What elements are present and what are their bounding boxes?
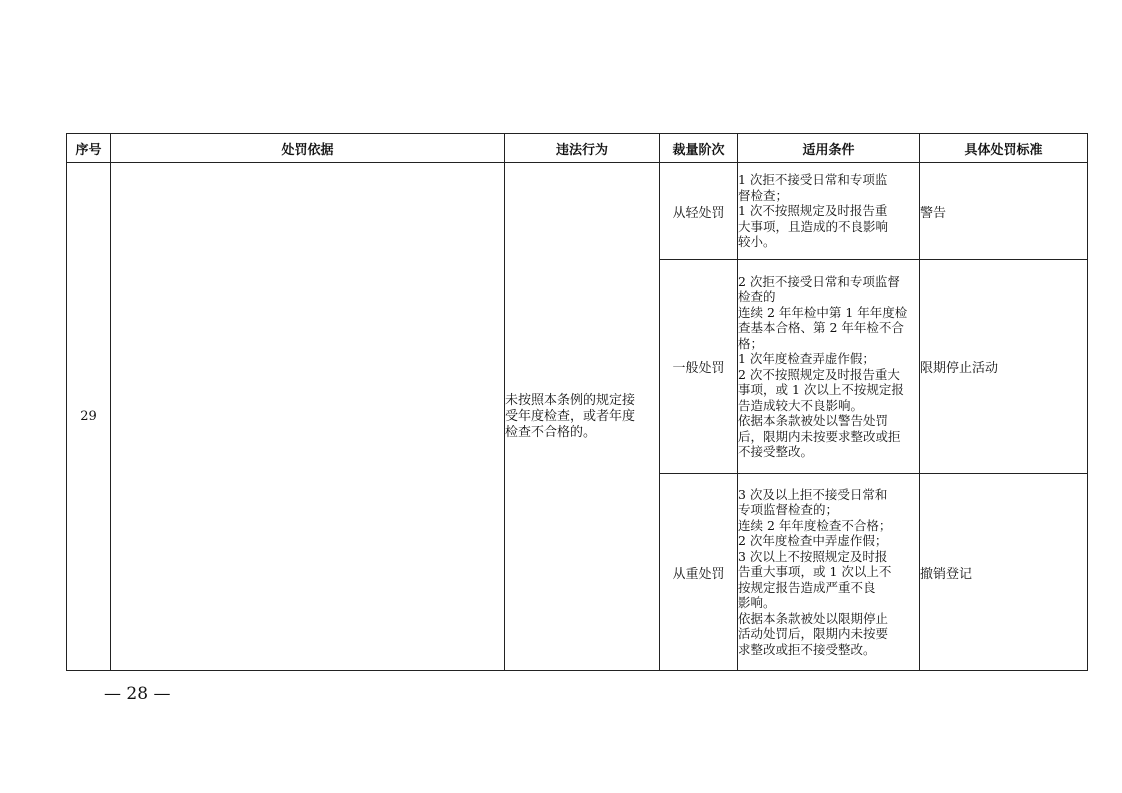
condition-line: 事项，或 1 次以上不按规定报 [738,382,904,397]
seq-cell: 29 [67,163,111,671]
condition-line: 较小。 [738,234,776,250]
condition-line: 求整改或拒不接受整改。 [738,641,876,657]
table-row [67,163,1088,260]
condition-line: 1 次拒不接受日常和专项监 [738,172,888,188]
page-number: — 28 — [104,684,171,704]
header-level: 裁量阶次 [660,134,738,163]
basis-cell [111,163,505,671]
condition-line: 查基本合格、第 2 年年检不合 [738,320,904,335]
level-cell-heavy: 从重处罚 [660,474,738,671]
header-basis: 处罚依据 [111,134,505,163]
condition-line: 大事项，且造成的不良影响 [738,218,889,234]
condition-line: 3 次以上不按照规定及时报 [738,548,888,564]
condition-line: 告造成较大不良影响。 [738,397,864,413]
condition-line: 依据本条款被处以警告处罚 [738,413,889,428]
level-cell-general: 一般处罚 [660,260,738,474]
standard-cell-light: 警告 [920,163,1088,260]
condition-line: 格； [738,335,764,351]
condition-line: 2 次年度检查中弄虚作假； [738,533,888,549]
standard-cell-general: 限期停止活动 [920,260,1088,474]
act-line: 检查不合格的。 [505,424,597,440]
act-line: 未按照本条例的规定接 [505,392,636,408]
condition-line: 1 次年度检查弄虚作假； [738,351,875,366]
header-condition: 适用条件 [738,134,920,163]
header-seq: 序号 [67,134,111,163]
condition-line: 3 次及以上拒不接受日常和 [738,486,888,502]
condition-line: 连续 2 年年度检查不合格； [738,517,892,533]
penalty-standard-table [66,133,1088,671]
condition-cell-general [738,260,920,474]
condition-line: 连续 2 年年检中第 1 年年度检 [738,304,908,320]
condition-line: 依据本条款被处以限期停止 [738,610,889,626]
condition-line: 1 次不按照规定及时报告重 [738,203,888,219]
condition-cell-light [738,163,920,260]
header-act: 违法行为 [505,134,660,163]
condition-line: 专项监督检查的； [738,502,839,518]
condition-line: 督检查； [738,187,789,203]
condition-line: 不接受整改。 [738,444,814,459]
header-standard: 具体处罚标准 [920,134,1088,163]
condition-line: 影响。 [738,595,776,611]
condition-line: 2 次不按照规定及时报告重大 [738,366,900,382]
condition-line: 检查的 [738,289,776,304]
condition-line: 按规定报告造成严重不良 [738,579,876,595]
condition-line: 告重大事项，或 1 次以上不 [738,564,892,580]
standard-cell-heavy: 撤销登记 [920,474,1088,671]
condition-line: 2 次拒不接受日常和专项监督 [738,273,900,289]
condition-cell-heavy [738,474,920,671]
act-cell [505,163,660,671]
condition-line: 活动处罚后，限期内未按要 [738,626,889,642]
level-cell-light: 从轻处罚 [660,163,738,260]
table-header-row [67,134,1088,163]
condition-line: 后，限期内未按要求整改或拒 [738,428,901,444]
act-line: 受年度检查，或者年度 [505,408,636,424]
